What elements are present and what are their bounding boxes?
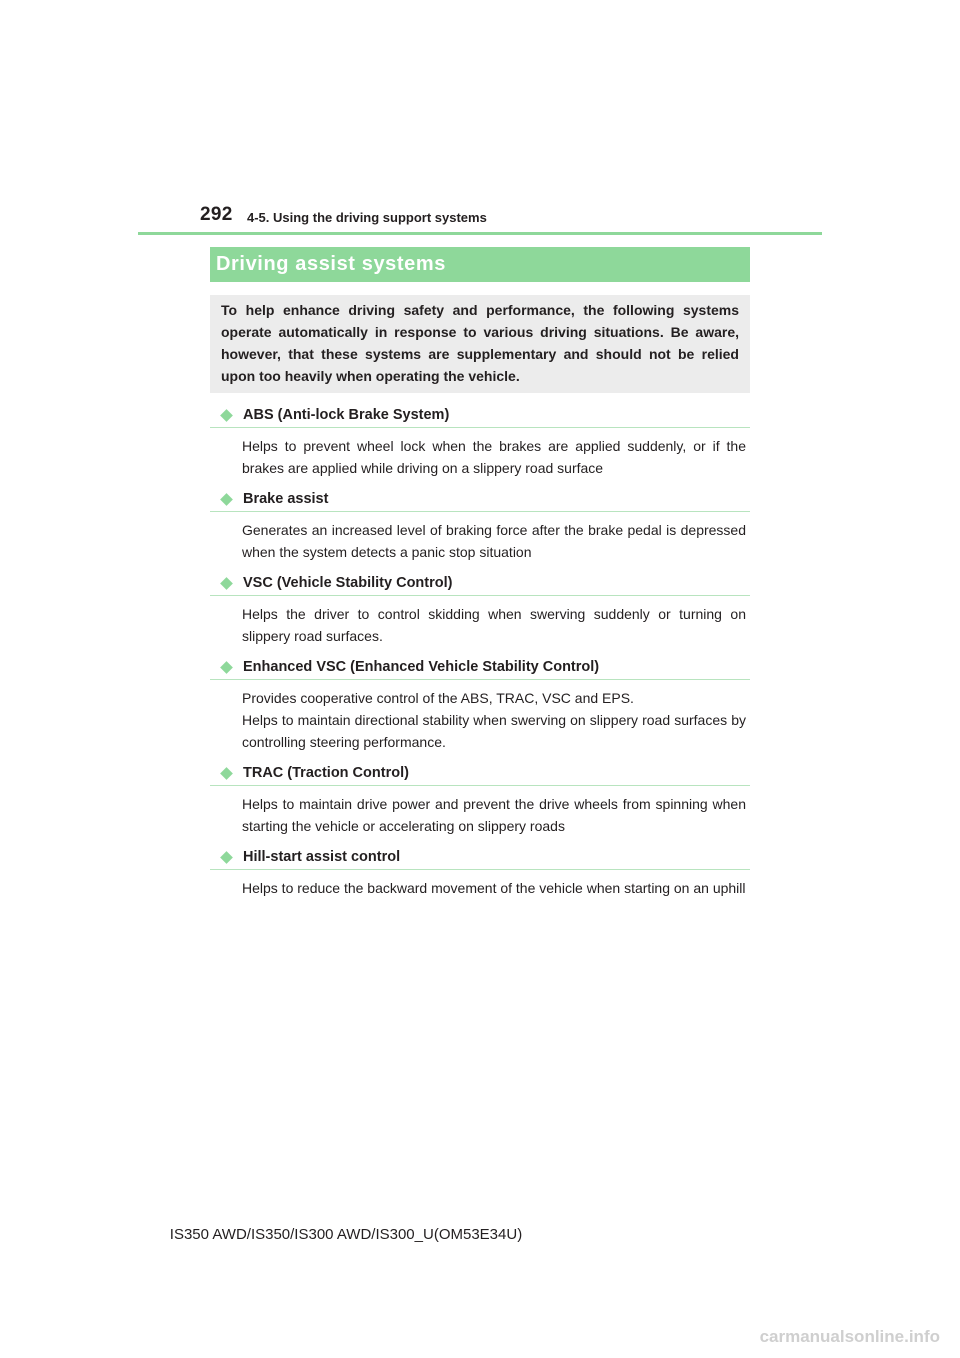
model-code: IS350 AWD/IS350/IS300 AWD/IS300_U(OM53E34U): [169, 1226, 523, 1243]
feature-heading: [210, 761, 750, 786]
feature-brake-assist: [210, 487, 750, 563]
feature-title: Enhanced VSC (Enhanced Vehicle Stability Control): [243, 659, 600, 675]
feature-description: [210, 786, 750, 837]
watermark: carmanualsonline.info: [759, 1327, 940, 1346]
feature-list: [210, 403, 750, 907]
footer: [0, 1226, 960, 1243]
feature-text: Helps to reduce the backward movement of the vehicle when starting on an uphill: [242, 880, 746, 896]
feature-title: TRAC (Traction Control): [243, 765, 409, 781]
feature-title: ABS (Anti-lock Brake System): [243, 407, 450, 423]
feature-enhanced-vsc: [210, 655, 750, 753]
feature-text: Helps to maintain drive power and prevent the drive wheels from spinning when starting the vehicle or accelerating on slippery roads: [242, 796, 746, 834]
diamond-bullet-icon: [220, 661, 233, 674]
feature-heading: [210, 403, 750, 428]
diamond-bullet-icon: [220, 851, 233, 864]
feature-title: Brake assist: [243, 491, 329, 507]
feature-text: Helps to prevent wheel lock when the brakes are applied suddenly, or if the brakes are applied while driving on a slippery road surface: [242, 438, 746, 476]
feature-text: Generates an increased level of braking force after the brake pedal is depressed when the system detects a panic stop situation: [242, 522, 746, 560]
intro-text: To help enhance driving safety and performance, the following systems operate automatically in response to various driving situations. Be aware, however, that these systems are supplementary and should not be relied upon too heavily when operating the vehicle.: [221, 302, 739, 384]
section-path: 4-5. Using the driving support systems: [247, 210, 487, 225]
diamond-bullet-icon: [220, 409, 233, 422]
feature-vsc: [210, 571, 750, 647]
feature-description: [210, 680, 750, 753]
feature-title: Hill-start assist control: [243, 849, 401, 865]
feature-heading: [210, 655, 750, 680]
title-bar: [210, 247, 750, 282]
diamond-bullet-icon: [220, 767, 233, 780]
page-title: Driving assist systems: [216, 253, 446, 275]
diamond-bullet-icon: [220, 493, 233, 506]
feature-description: [210, 512, 750, 563]
feature-text: Helps to maintain directional stability when swerving on slippery road surfaces by controlling steering performance.: [242, 712, 746, 750]
feature-trac: [210, 761, 750, 837]
feature-heading: [210, 487, 750, 512]
feature-hill-start: [210, 845, 750, 899]
feature-heading: [210, 845, 750, 870]
feature-description: [210, 870, 750, 899]
intro-box: [210, 295, 750, 393]
feature-description: [210, 428, 750, 479]
feature-text: Helps the driver to control skidding when swerving suddenly or turning on slippery road surfaces.: [242, 606, 746, 644]
feature-title: VSC (Vehicle Stability Control): [243, 575, 453, 591]
header-rule: [138, 232, 822, 235]
feature-description: [210, 596, 750, 647]
feature-abs: [210, 403, 750, 479]
feature-heading: [210, 571, 750, 596]
page-number: 292: [200, 204, 233, 225]
feature-text: Provides cooperative control of the ABS, TRAC, VSC and EPS.: [242, 690, 634, 706]
diamond-bullet-icon: [220, 577, 233, 590]
